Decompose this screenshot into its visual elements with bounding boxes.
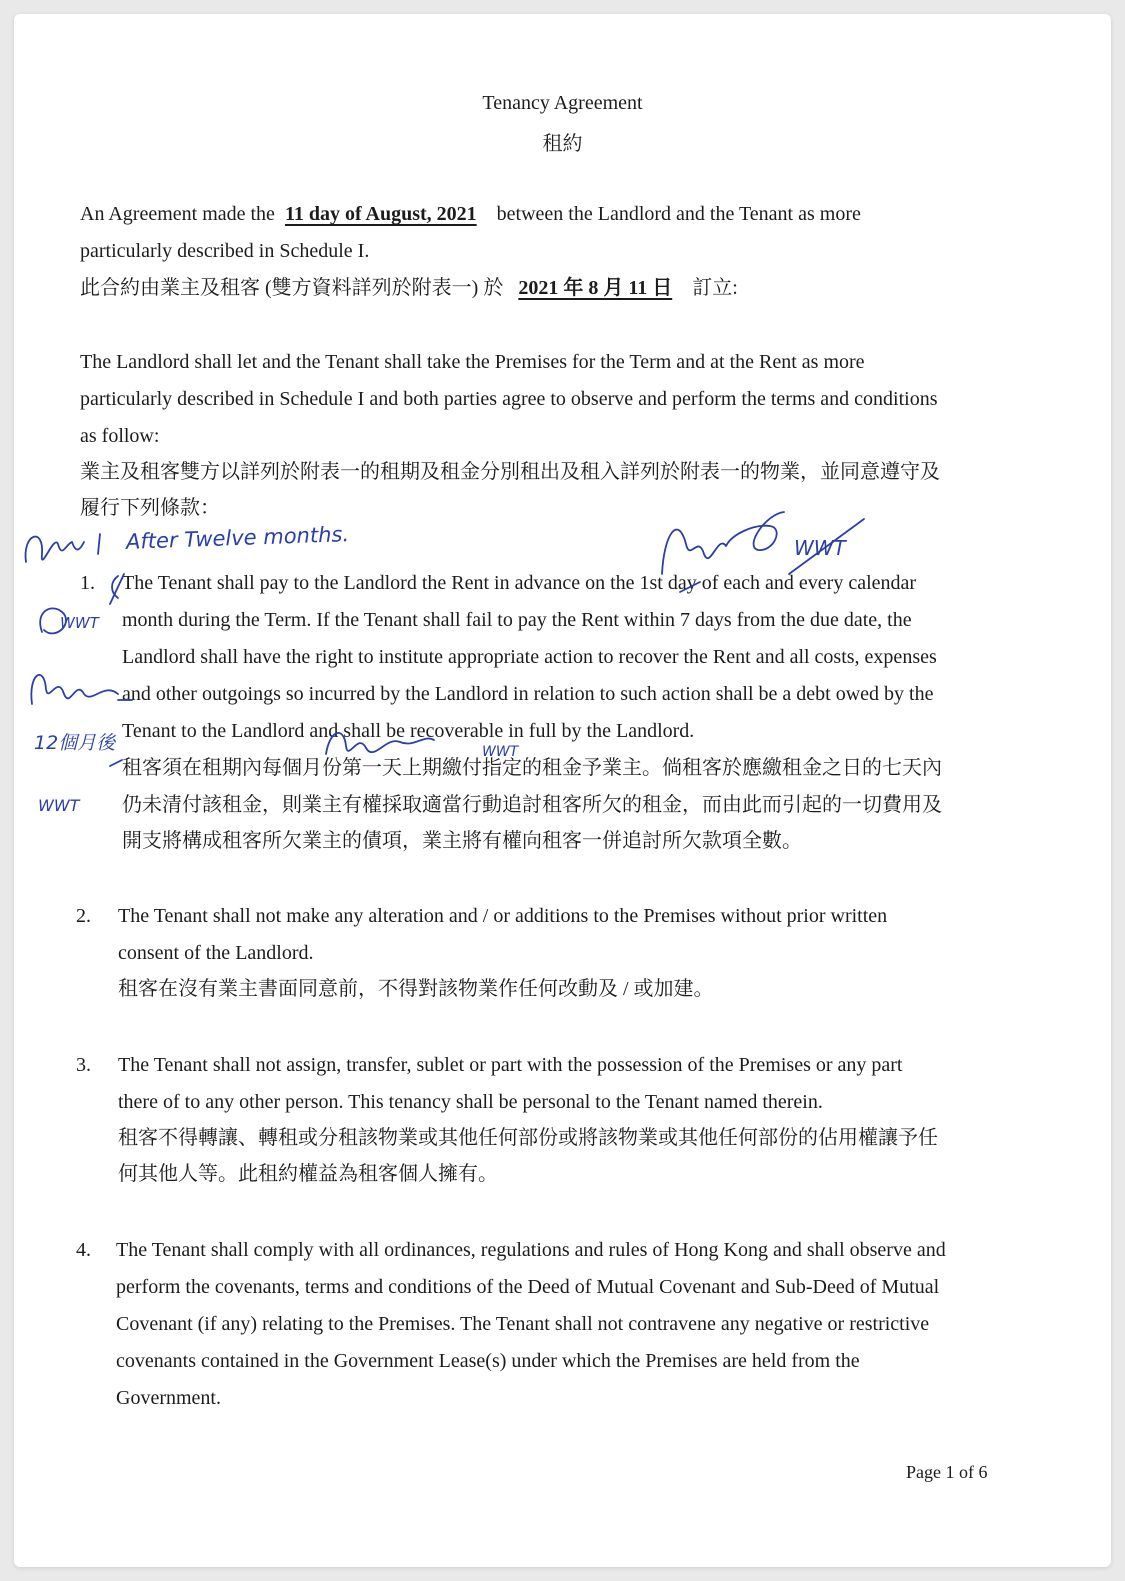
clause-number: 3. xyxy=(76,1054,91,1076)
handwritten-note-chinese: 12個月後 xyxy=(34,732,116,754)
handwritten-initials: WWT xyxy=(60,614,99,632)
clause-line: The Tenant shall comply with all ordinances, regulations and rules of Hong Kong and shall observe and xyxy=(116,1239,946,1261)
clause-line-chinese: 開支將構成租客所欠業主的債項，業主將有權向租客一併追討所欠款項全數。 xyxy=(122,830,802,852)
agreement-date: 11 day of August, 2021 xyxy=(284,203,477,225)
clause-line: and other outgoings so incurred by the Landlord in relation to such action shall be a debt owed by the xyxy=(122,683,934,705)
document-title-chinese: 租約 xyxy=(542,133,583,155)
para-line-chinese: 履行下列條款： xyxy=(80,497,220,519)
para-line: The Landlord shall let and the Tenant shall take the Premises for the Term and at the Rent as more xyxy=(80,351,865,373)
handwritten-initials: WWT xyxy=(482,744,519,760)
intro-line-3: 此合約由業主及租客 (雙方資料詳列於附表一) 於 2021 年 8 月 11 日 訂立: xyxy=(80,277,738,299)
clause-line: Tenant to the Landlord and shall be recoverable in full by the Landlord. xyxy=(122,720,695,742)
clause-line: perform the covenants, terms and conditions of the Deed of Mutual Covenant and Sub-Deed of Mutual xyxy=(116,1276,940,1298)
clause-line: Government. xyxy=(116,1387,221,1409)
clause-line-chinese: 仍未清付該租金，則業主有權採取適當行動追討租客所欠的租金，而由此而引起的一切費用及 xyxy=(122,794,942,816)
clause-line-chinese: 何其他人等。此租約權益為租客個人擁有。 xyxy=(118,1163,498,1185)
clause-line-chinese: 租客在沒有業主書面同意前，不得對該物業作任何改動及 / 或加建。 xyxy=(118,978,714,1000)
clause-number: 1. xyxy=(80,572,95,594)
clause-line: The Tenant shall pay to the Landlord the Rent in advance on the 1st day of each and every calendar xyxy=(122,572,917,594)
clause-line-chinese: 租客不得轉讓、轉租或分租該物業或其他任何部份或將該物業或其他任何部份的佔用權讓予任 xyxy=(118,1127,938,1149)
handwritten-initials: WWT xyxy=(794,536,846,560)
clause-line-chinese: 租客須在租期內每個月份第一天上期繳付指定的租金予業主。倘租客於應繳租金之日的七天內 xyxy=(122,757,942,779)
clause-number: 4. xyxy=(76,1239,91,1261)
para-line-chinese: 業主及租客雙方以詳列於附表一的租期及租金分別租出及租入詳列於附表一的物業，並同意遵守及 xyxy=(80,461,940,483)
clause-line: covenants contained in the Government Lease(s) under which the Premises are held from the xyxy=(116,1350,860,1372)
clause-line: month during the Term. If the Tenant shall fail to pay the Rent within 7 days from the due date, the xyxy=(122,609,912,631)
page-number: Page 1 of 6 xyxy=(906,1462,988,1482)
handwritten-initials: WWT xyxy=(38,796,80,815)
intro-line-2: particularly described in Schedule I. xyxy=(80,240,370,262)
clause-line: Landlord shall have the right to institute appropriate action to recover the Rent and all costs, expenses xyxy=(122,646,937,668)
handwritten-note: After Twelve months. xyxy=(125,522,350,554)
clause-line: The Tenant shall not make any alteration and / or additions to the Premises without prior written xyxy=(118,905,888,927)
intro-line-1: An Agreement made the 11 day of August, 2021 between the Landlord and the Tenant as more xyxy=(80,203,861,225)
clause-line: consent of the Landlord. xyxy=(118,942,314,964)
document-title: Tenancy Agreement xyxy=(482,92,643,114)
clause-line: there of to any other person. This tenancy shall be personal to the Tenant named therein. xyxy=(118,1091,823,1113)
para-line: as follow: xyxy=(80,425,160,447)
clause-line: Covenant (if any) relating to the Premises. The Tenant shall not contravene any negative or restrictive xyxy=(116,1313,930,1335)
clause-number: 2. xyxy=(76,905,91,927)
document-page xyxy=(14,14,1111,1567)
agreement-date-chinese: 2021 年 8 月 11 日 xyxy=(518,277,673,299)
clause-line: The Tenant shall not assign, transfer, sublet or part with the possession of the Premises or any part xyxy=(118,1054,903,1076)
para-line: particularly described in Schedule I and both parties agree to observe and perform the terms and conditions xyxy=(80,388,938,410)
